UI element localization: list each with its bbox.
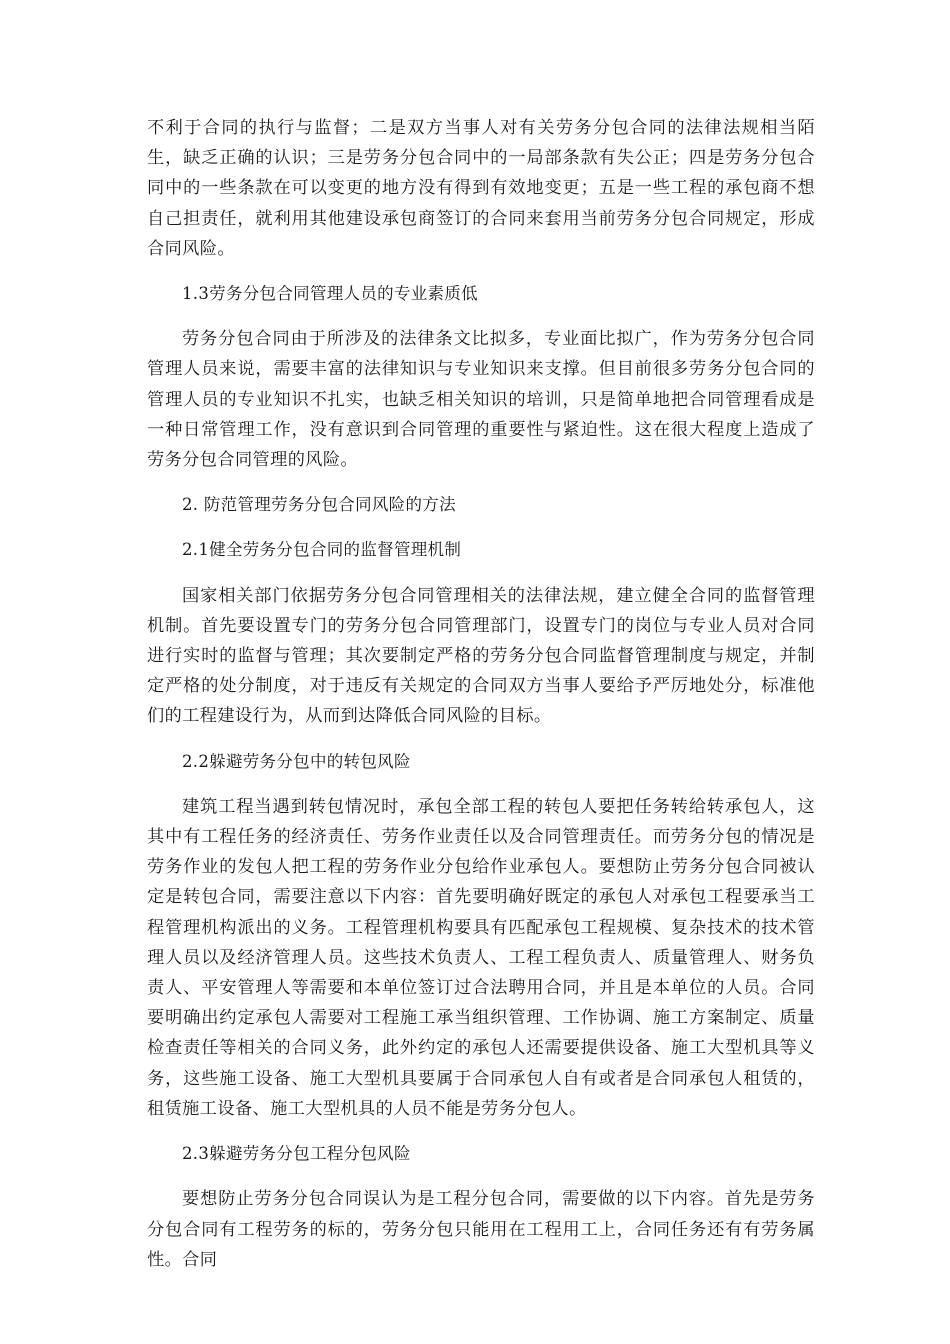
paragraph-staff-quality: 劳务分包合同由于所涉及的法律条文比拟多，专业面比拟广，作为劳务分包合同管理人员来说，需要丰富的法律知识与专业知识来支撑。但目前很多劳务分包合同的管理人员的专业知识不扎实，也缺乏相关知识的培训，只是简单地把合同管理看成是一种日常管理工作，没有意识到合同管理的重要性与紧迫性。这在很大程度上造成了劳务分包合同管理的风险。 [147, 329, 815, 471]
paragraph-supervision-mechanism: 国家相关部门依据劳务分包合同管理相关的法律法规，建立健全合同的监督管理机制。首先要设置专门的劳务分包合同管理部门，设置专门的岗位与专业人员对合同进行实时的监督与管理；其次要制定严格的劳务分包合同监督管理制度与规定，并制定严格的处分制度，对于违反有关规定的合同双方当事人要给予严厉地处分，标准他们的工程建设行为，从而到达降低合同风险的目标。 [147, 585, 815, 727]
heading-1-3-staff-quality: 1.3劳务分包合同管理人员的专业素质低 [182, 284, 478, 304]
paragraph-subcontract-transfer-risk: 建筑工程当遇到转包情况时，承包全部工程的转包人要把任务转给转承包人，这其中有工程任务的经济责任、劳务作业责任以及合同管理责任。而劳务分包的情况是劳务作业的发包人把工程的劳务作业分包给作业承包人。要想防止劳务分包合同被认定是转包合同，需要注意以下内容：首先要明确好既定的承包人对承包工程要承当工程管理机构派出的义务。工程管理机构要具有匹配承包工程规模、复杂技术的技术管理人员以及经济管理人员。这些技术负责人、工程工程负责人、质量管理人、财务负责人、平安管理人等需要和本单位签订过合法聘用合同，并且是本单位的人员。合同要明确出约定承包人需要对工程施工承当组织管理、工作协调、施工方案制定、质量检查责任等相关的合同义务，此外约定的承包人还需要提供设备、施工大型机具等义务，这些施工设备、施工大型机具要属于合同承包人自有或者是合同承包人租赁的，租赁施工设备、施工大型机具的人员不能是劳务分包人。 [147, 796, 815, 1119]
document-body [147, 113, 815, 1275]
paragraph-contract-risks-continued: 不利于合同的执行与监督；二是双方当事人对有关劳务分包合同的法律法规相当陌生，缺乏正确的认识；三是劳务分包合同中的一局部条款有失公正；四是劳务分包合同中的一些条款在可以变更的地方没有得到有效地变更；五是一些工程的承包商不想自己担责任，就利用其他建设承包商签订的合同来套用当前劳务分包合同规定，形成合同风险。 [147, 118, 815, 259]
heading-2-risk-prevention-methods: 2. 防范管理劳务分包合同风险的方法 [182, 495, 456, 515]
paragraph-project-subcontract-risk: 要想防止劳务分包合同误认为是工程分包合同，需要做的以下内容。首先是劳务分包合同有工程劳务的标的，劳务分包只能用在工程用工上，合同任务还有有劳务属性。合同 [147, 1189, 815, 1270]
heading-2-3-project-subcontract-risk: 2.3躲避劳务分包工程分包风险 [182, 1144, 411, 1164]
heading-2-2-subcontract-transfer-risk: 2.2躲避劳务分包中的转包风险 [182, 751, 411, 771]
heading-2-1-supervision-mechanism: 2.1健全劳务分包合同的监督管理机制 [182, 540, 462, 560]
